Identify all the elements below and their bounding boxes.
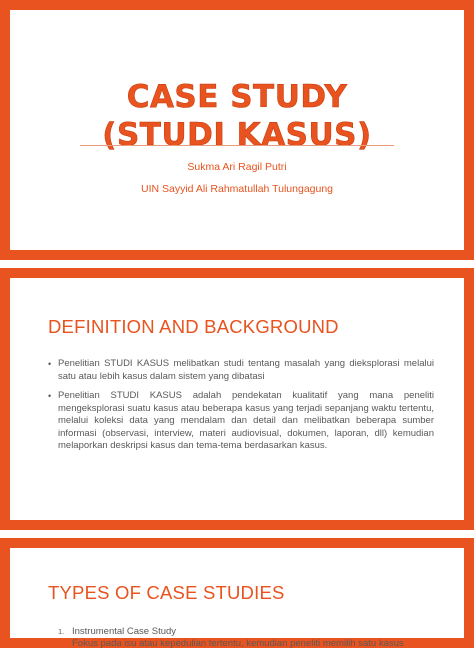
slide-title [0, 0, 474, 260]
author-name: Sukma Ari Ragil Putri [187, 161, 287, 173]
item-description: Fokus pada isu atau kepedulian tertentu, kemudian peneliti memilih satu kasus [72, 638, 404, 649]
slide-content [10, 278, 464, 520]
bullet-icon: • [48, 391, 52, 401]
bullet-list [48, 358, 434, 460]
slide-types [0, 538, 474, 648]
title-line-1: CASE STUDY [126, 79, 348, 115]
slide-content [10, 548, 464, 649]
title-divider [80, 145, 394, 146]
numbered-item [48, 626, 434, 638]
title-line-2: (STUDI KASUS) [102, 117, 372, 153]
slide-definition [0, 268, 474, 530]
bullet-text: Penelitian STUDI KASUS adalah pendekatan kualitatif yang mana peneliti mengeksplorasi suatu kasus atau beberapa kasus yang terjadi sepanjang waktu tertentu, melalui koleksi data yang mendalam dan detail dan melibatkan beberapa sumber informasi (observasi, interview, materi audiovisual, dokumen, laporan, dll) kemudian melaporkan deskripsi kasus dan tema-tema berdasarkan kasus. [58, 390, 434, 451]
item-label: Instrumental Case Study [72, 626, 177, 637]
bullet-text: Penelitian STUDI KASUS melibatkan studi tentang masalah yang dieksplorasi melalui satu atau lebih kasus dalam sistem yang dibatasi [58, 358, 434, 382]
bullet-item [48, 358, 434, 383]
presentation-title [10, 78, 464, 154]
numbered-list [48, 626, 434, 650]
bullet-item [48, 390, 434, 453]
slide-content [10, 10, 464, 250]
institution-name: UIN Sayyid Ali Rahmatullah Tulungagung [140, 183, 334, 195]
slide-heading: TYPES OF CASE STUDIES [48, 582, 285, 603]
item-number: 1. [58, 627, 65, 636]
slide-heading: DEFINITION AND BACKGROUND [48, 316, 339, 337]
bullet-icon: • [48, 359, 52, 369]
